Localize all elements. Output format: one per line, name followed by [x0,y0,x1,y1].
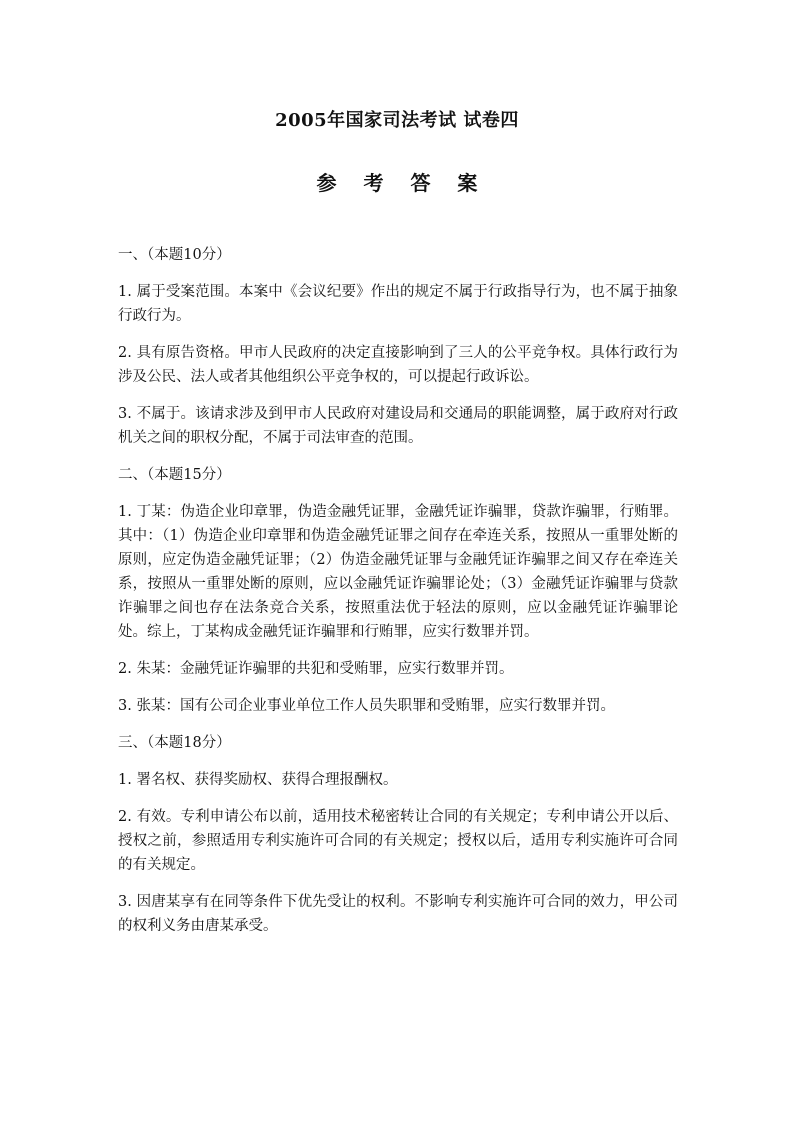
answer-content [118,243,678,951]
answer-paragraph: 3. 因唐某享有在同等条件下优先受让的权利。不影响专利实施许可合同的效力，甲公司的权利义务由唐某承受。 [118,894,678,934]
section-heading-3: 三、（本题18分） [118,735,231,751]
answer-paragraph: 2. 具有原告资格。甲市人民政府的决定直接影响到了三人的公平竞争权。具体行政行为涉及公民、法人或者其他组织公平竞争权的，可以提起行政诉讼。 [118,345,678,385]
answer-paragraph: 1. 属于受案范围。本案中《会议纪要》作出的规定不属于行政指导行为，也不属于抽象行政行为。 [118,284,678,324]
section-heading-1: 一、（本题10分） [118,247,231,263]
answer-paragraph: 2. 朱某：金融凭证诈骗罪的共犯和受贿罪，应实行数罪并罚。 [118,661,514,677]
section-heading-2: 二、（本题15分） [118,467,231,483]
answer-paragraph: 1. 署名权、获得奖励权、获得合理报酬权。 [118,772,398,788]
answer-paragraph: 3. 张某：国有公司企业事业单位工作人员失职罪和受贿罪，应实行数罪并罚。 [118,698,615,714]
answer-paragraph: 3. 不属于。该请求涉及到甲市人民政府对建设局和交通局的职能调整，属于政府对行政机关之间的职权分配，不属于司法审查的范围。 [118,406,678,446]
answer-paragraph: 2. 有效。专利申请公布以前，适用技术秘密转让合同的有关规定；专利申请公开以后、授权之前，参照适用专利实施许可合同的有关规定；授权以后，适用专利实施许可合同的有关规定。 [118,809,678,873]
document-title: 2005年国家司法考试 试卷四 [275,110,519,131]
answer-paragraph: 1. 丁某：伪造企业印章罪，伪造金融凭证罪，金融凭证诈骗罪，贷款诈骗罪，行贿罪。其中：（1）伪造企业印章罪和伪造金融凭证罪之间存在牵连关系，按照从一重罪处断的原则，应定伪造金融凭证罪；（2）伪造金融凭证罪与金融凭证诈骗罪之间又存在牵连关系，按照从一重罪处断的原则，应以金融凭证诈骗罪论处；（3）金融凭证诈骗罪与贷款诈骗罪之间也存在法条竞合关系，按照重法优于轻法的原则，应以金融凭证诈骗罪论处。综上，丁某构成金融凭证诈骗罪和行贿罪，应实行数罪并罚。 [118,504,678,640]
document-subtitle: 参 考 答 案 [316,171,488,195]
